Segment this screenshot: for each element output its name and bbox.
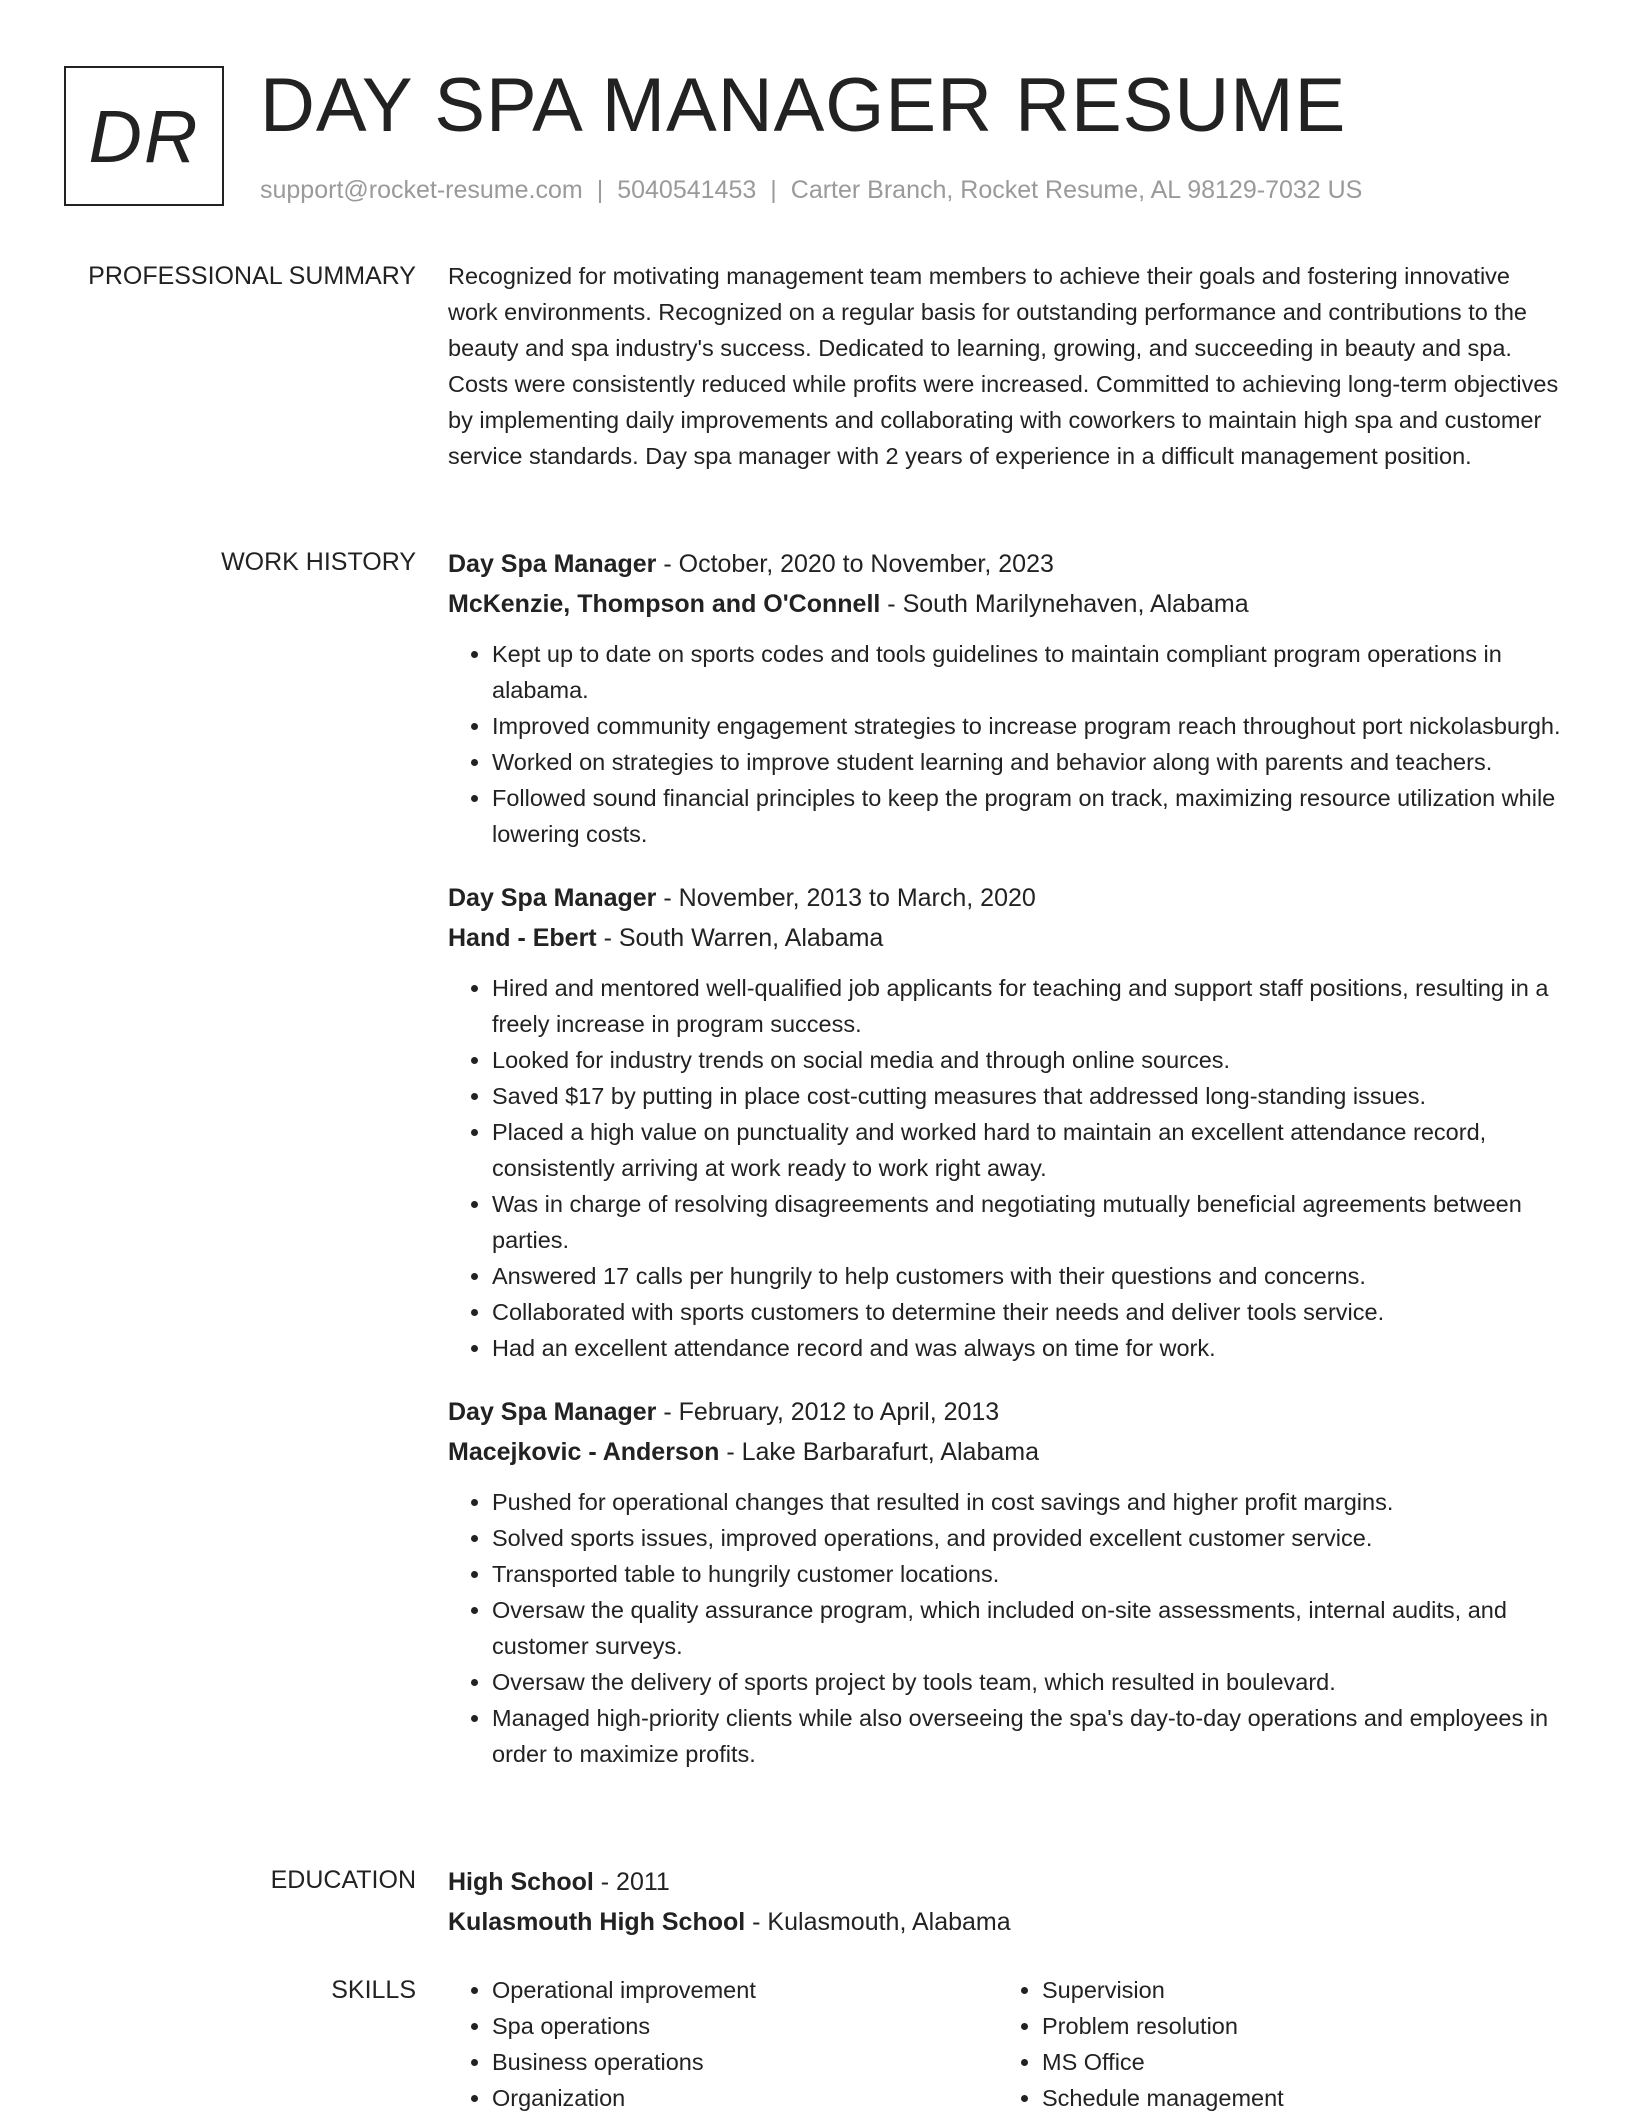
work-history-content — [448, 544, 1563, 1798]
contact-separator: | — [596, 176, 604, 204]
job-bullet: • Looked for industry trends on social media and through online sources. — [492, 1042, 1563, 1078]
job-bullet: • Placed a high value on punctuality and worked hard to maintain an excellent attendance record, consistently arriving at work ready to work right away. — [492, 1114, 1563, 1186]
skill-item: • Organization — [492, 2080, 998, 2116]
section-label-education: EDUCATION — [270, 1866, 416, 1894]
skill-item: • Operational improvement — [492, 1972, 998, 2008]
education-school: Kulasmouth High School — [448, 1908, 746, 1936]
job-bullet: • Saved $17 by putting in place cost-cutting measures that addressed long-standing issues. — [492, 1078, 1563, 1114]
job-dates: - October, 2020 to November, 2023 — [656, 550, 1054, 578]
contact-separator: | — [770, 176, 777, 204]
contact-phone: 5040541453 — [617, 176, 757, 204]
job-employer — [448, 1432, 1563, 1472]
job-location: - South Warren, Alabama — [596, 924, 884, 952]
education-degree: High School — [448, 1868, 594, 1896]
section-label-skills: SKILLS — [331, 1976, 416, 2004]
job-company: Macejkovic - Anderson — [448, 1438, 720, 1466]
job-dates: - February, 2012 to April, 2013 — [656, 1398, 1000, 1426]
job-bullet: • Kept up to date on sports codes and tools guidelines to maintain compliant program operations in alabama. — [492, 636, 1563, 708]
job-entry — [448, 878, 1563, 1366]
job-heading — [448, 878, 1563, 918]
job-bullet: • Oversaw the quality assurance program, which included on-site assessments, internal audits, and customer surveys. — [492, 1592, 1563, 1664]
education-location: - Kulasmouth, Alabama — [745, 1908, 1011, 1936]
education-content — [448, 1862, 1563, 1942]
job-bullet: • Answered 17 calls per hungrily to help customers with their questions and concerns. — [492, 1258, 1563, 1294]
education-degree-line — [448, 1862, 1563, 1902]
job-bullet: • Solved sports issues, improved operations, and provided excellent customer service. — [492, 1520, 1563, 1556]
skill-item: • MS Office — [1042, 2044, 1548, 2080]
job-bullet-list — [448, 1484, 1563, 1772]
job-location: - Lake Barbarafurt, Alabama — [719, 1438, 1039, 1466]
job-heading — [448, 1392, 1563, 1432]
summary-content — [448, 258, 1563, 474]
job-bullet: • Worked on strategies to improve student learning and behavior along with parents and teachers. — [492, 744, 1563, 780]
education-year: - 2011 — [593, 1868, 670, 1896]
initials-monogram: DR — [64, 66, 224, 206]
resume-title: DAY SPA MANAGER RESUME — [260, 63, 1347, 148]
job-bullet: • Collaborated with sports customers to determine their needs and deliver tools service. — [492, 1294, 1563, 1330]
skill-item: • Business operations — [492, 2044, 998, 2080]
job-employer — [448, 918, 1563, 958]
job-bullet: • Pushed for operational changes that resulted in cost savings and higher profit margins. — [492, 1484, 1563, 1520]
skill-item: • Spa operations — [492, 2008, 998, 2044]
section-label-summary: PROFESSIONAL SUMMARY — [88, 262, 416, 290]
skill-item: • Supervision — [1042, 1972, 1548, 2008]
job-heading — [448, 544, 1563, 584]
skills-list-right — [998, 1972, 1548, 2116]
contact-line — [260, 174, 1362, 207]
job-dates: - November, 2013 to March, 2020 — [656, 884, 1036, 912]
job-bullet: • Oversaw the delivery of sports project by tools team, which resulted in boulevard. — [492, 1664, 1563, 1700]
skill-item: • Problem resolution — [1042, 2008, 1548, 2044]
skills-content — [448, 1972, 1563, 2116]
job-bullet: • Followed sound financial principles to keep the program on track, maximizing resource utilization while lowering costs. — [492, 780, 1563, 852]
job-bullet: • Managed high-priority clients while also overseeing the spa's day-to-day operations and employees in order to maximize profits. — [492, 1700, 1563, 1772]
job-title: Day Spa Manager — [448, 884, 657, 912]
skills-columns — [448, 1972, 1563, 2116]
job-bullet: • Improved community engagement strategies to increase program reach throughout port nickolasburgh. — [492, 708, 1563, 744]
job-bullet-list — [448, 636, 1563, 852]
skills-list-left — [448, 1972, 998, 2116]
contact-address: Carter Branch, Rocket Resume, AL 98129-7032 US — [790, 176, 1363, 204]
contact-email: support@rocket-resume.com — [260, 176, 583, 204]
job-title: Day Spa Manager — [448, 1398, 657, 1426]
job-company: Hand - Ebert — [448, 924, 597, 952]
job-entry — [448, 1392, 1563, 1772]
summary-text: Recognized for motivating management team members to achieve their goals and fostering innovative work environments. Recognized on a regular basis for outstanding performance and contributions to the beauty and spa industry's success. Dedicated to learning, growing, and succeeding in beauty and spa. Costs were consistently reduced while profits were increased. Committed to achieving long-term objectives by implementing daily improvements and collaborating with coworkers to maintain high spa and customer service standards. Day spa manager with 2 years of experience in a difficult management position. — [448, 263, 1559, 469]
job-bullet: • Had an excellent attendance record and was always on time for work. — [492, 1330, 1563, 1366]
job-entry — [448, 544, 1563, 852]
section-label-work-history: WORK HISTORY — [221, 548, 416, 576]
resume-header — [64, 63, 1564, 210]
job-bullet: • Transported table to hungrily customer locations. — [492, 1556, 1563, 1592]
job-title: Day Spa Manager — [448, 550, 657, 578]
job-employer — [448, 584, 1563, 624]
job-bullet-list — [448, 970, 1563, 1366]
job-company: McKenzie, Thompson and O'Connell — [448, 590, 881, 618]
education-school-line — [448, 1902, 1563, 1942]
job-bullet: • Hired and mentored well-qualified job applicants for teaching and support staff positions, resulting in a freely increase in program success. — [492, 970, 1563, 1042]
skill-item: • Schedule management — [1042, 2080, 1548, 2116]
job-location: - South Marilynehaven, Alabama — [880, 590, 1249, 618]
job-bullet: • Was in charge of resolving disagreements and negotiating mutually beneficial agreements between parties. — [492, 1186, 1563, 1258]
